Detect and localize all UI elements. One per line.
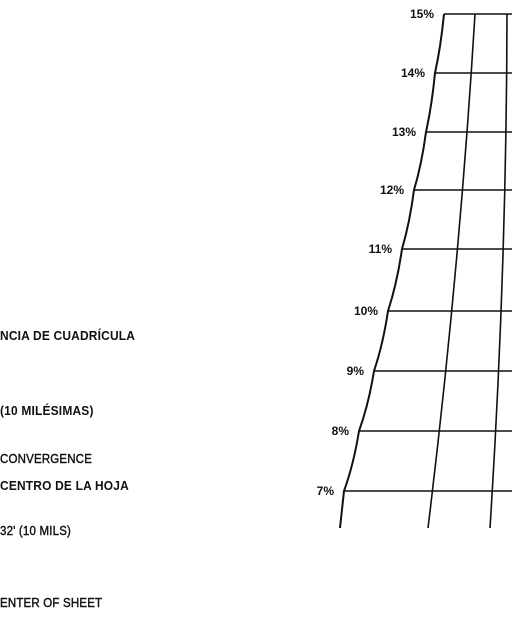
grid-column-2 [490,14,507,528]
percent-label: 8% [331,424,349,438]
percent-label: 13% [391,125,416,139]
spanish-note-line-2: (10 MILÉSIMAS) [0,403,94,418]
percent-label: 12% [379,183,404,197]
grid-column-1 [428,14,475,528]
english-note-line-1: CONVERGENCE [0,452,93,466]
english-note-line-3: ENTER OF SHEET [0,596,103,610]
percent-label: 10% [353,304,378,318]
spanish-note-line-3: CENTRO DE LA HOJA [0,478,129,493]
percent-label: 11% [368,242,392,256]
scale-curve [340,14,444,528]
percent-label: 7% [316,484,334,498]
percent-label: 15% [409,7,434,21]
spanish-note-line-1: NCIA DE CUADRÍCULA [0,328,136,343]
english-note-line-2: 32' (10 MILS) [0,524,72,538]
percent-labels [317,7,435,498]
percent-label: 14% [400,66,425,80]
percent-label: 9% [346,364,364,378]
grid-vertical-lines [428,14,507,528]
